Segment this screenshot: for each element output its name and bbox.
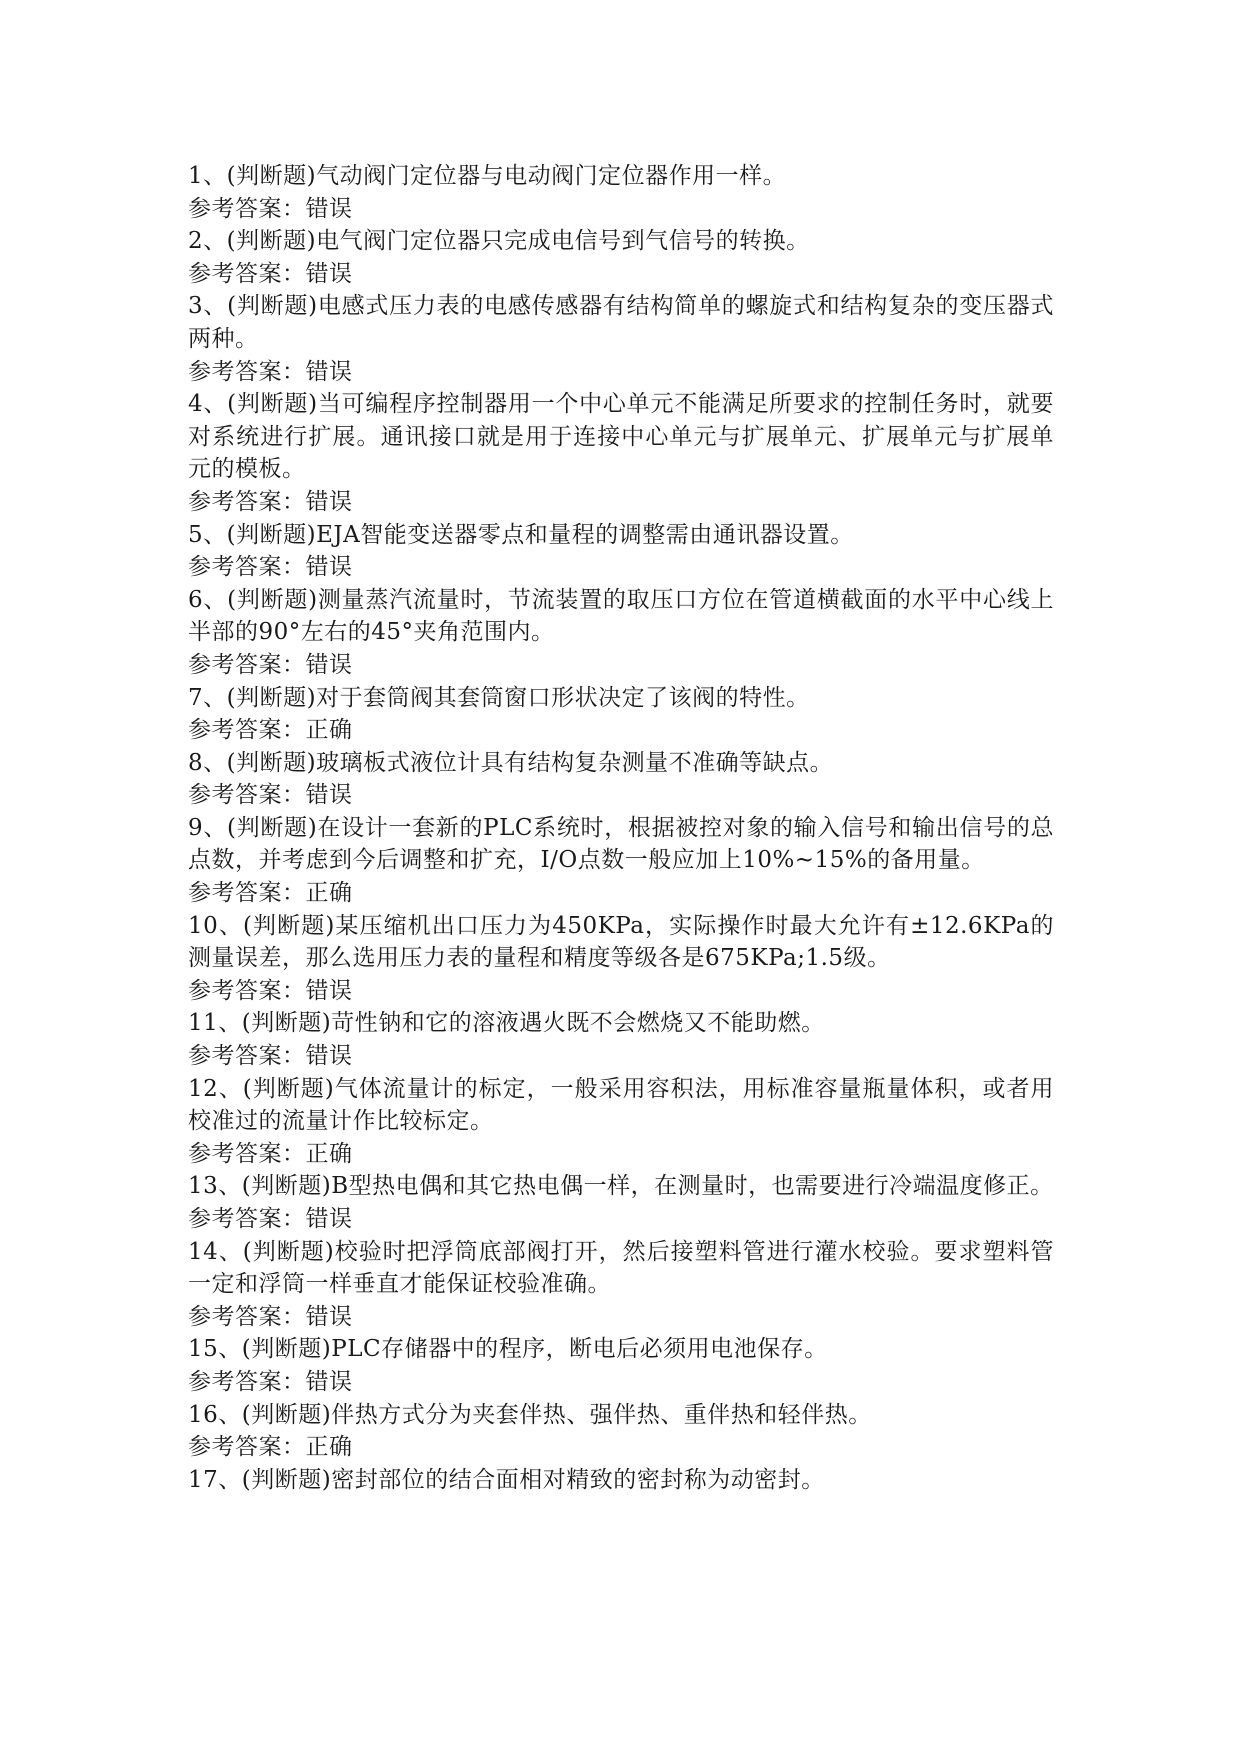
question-item bbox=[188, 388, 1054, 518]
question-text: 2、(判断题)电气阀门定位器只完成电信号到气信号的转换。 bbox=[188, 228, 810, 255]
answer-line: 参考答案：错误 bbox=[188, 977, 353, 1004]
answer-line: 参考答案：正确 bbox=[188, 880, 353, 907]
answer-line: 参考答案：错误 bbox=[188, 1368, 353, 1395]
question-item bbox=[188, 1236, 1054, 1334]
question-text: 5、(判断题)EJA智能变送器零点和量程的调整需由通讯器设置。 bbox=[188, 521, 854, 548]
answer-value: 错误 bbox=[305, 260, 353, 287]
question-item bbox=[188, 910, 1054, 1008]
answer-line: 参考答案：错误 bbox=[188, 651, 353, 678]
answer-value: 正确 bbox=[305, 1140, 353, 1167]
question-item bbox=[188, 1464, 1054, 1497]
answer-line: 参考答案：错误 bbox=[188, 782, 353, 809]
question-text: 13、(判断题)B型热电偶和其它热电偶一样，在测量时，也需要进行冷端温度修正。 bbox=[188, 1173, 1054, 1200]
answer-line: 参考答案：错误 bbox=[188, 488, 353, 515]
answer-value: 正确 bbox=[305, 880, 353, 907]
document-page bbox=[188, 160, 1054, 1496]
answer-line: 参考答案：错误 bbox=[188, 195, 353, 222]
answer-value: 错误 bbox=[305, 195, 353, 222]
answer-value: 错误 bbox=[305, 651, 353, 678]
question-text: 12、(判断题)气体流量计的标定，一般采用容积法，用标准容量瓶量体积，或者用校准过的流量计作比较标定。 bbox=[188, 1075, 1055, 1135]
question-text: 3、(判断题)电感式压力表的电感传感器有结构简单的螺旋式和结构复杂的变压器式两种。 bbox=[188, 293, 1055, 352]
question-item bbox=[188, 160, 1054, 225]
question-text: 6、(判断题)测量蒸汽流量时，节流装置的取压口方位在管道横截面的水平中心线上半部的90°左右的45°夹角范围内。 bbox=[188, 586, 1055, 646]
question-text: 17、(判断题)密封部位的结合面相对精致的密封称为动密封。 bbox=[188, 1466, 825, 1493]
answer-line: 参考答案：正确 bbox=[188, 1434, 353, 1461]
answer-value: 正确 bbox=[305, 717, 353, 744]
answer-line: 参考答案：错误 bbox=[188, 358, 353, 385]
answer-line: 参考答案：错误 bbox=[188, 1206, 353, 1232]
answer-value: 错误 bbox=[305, 488, 353, 515]
question-text: 1、(判断题)气动阀门定位器与电动阀门定位器作用一样。 bbox=[188, 163, 787, 189]
question-item bbox=[188, 1399, 1054, 1464]
question-item bbox=[188, 747, 1054, 812]
answer-line: 参考答案：错误 bbox=[188, 1043, 353, 1070]
question-text: 15、(判断题)PLC存储器中的程序，断电后必须用电池保存。 bbox=[188, 1336, 828, 1363]
answer-line: 参考答案：错误 bbox=[188, 260, 353, 287]
question-item bbox=[188, 1333, 1054, 1398]
question-text: 11、(判断题)苛性钠和它的溶液遇火既不会燃烧又不能助燃。 bbox=[188, 1010, 825, 1037]
question-text: 4、(判断题)当可编程序控制器用一个中心单元不能满足所要求的控制任务时，就要对系统进行扩展。通讯接口就是用于连接中心单元与扩展单元、扩展单元与扩展单元的模板。 bbox=[188, 391, 1055, 483]
answer-line: 参考答案：错误 bbox=[188, 1303, 353, 1330]
question-text: 7、(判断题)对于套筒阀其套筒窗口形状决定了该阀的特性。 bbox=[188, 684, 810, 711]
question-text: 14、(判断题)校验时把浮筒底部阀打开，然后接塑料管进行灌水校验。要求塑料管一定和浮筒一样垂直才能保证校验准确。 bbox=[188, 1238, 1055, 1298]
question-item bbox=[188, 584, 1054, 682]
question-text: 9、(判断题)在设计一套新的PLC系统时，根据被控对象的输入信号和输出信号的总点数，并考虑到今后调整和扩充，I/O点数一般应加上10%~15%的备用量。 bbox=[188, 814, 1055, 874]
answer-line: 参考答案：正确 bbox=[188, 717, 353, 744]
answer-line: 参考答案：正确 bbox=[188, 1140, 353, 1167]
question-item bbox=[188, 225, 1054, 290]
question-text: 10、(判断题)某压缩机出口压力为450KPa，实际操作时最大允许有±12.6KPa的测量误差，那么选用压力表的量程和精度等级各是675KPa;1.5级。 bbox=[188, 912, 1054, 972]
answer-value: 错误 bbox=[305, 358, 353, 385]
question-item bbox=[188, 812, 1054, 910]
answer-value: 错误 bbox=[305, 554, 353, 581]
answer-value: 错误 bbox=[305, 1043, 353, 1070]
question-item bbox=[188, 1007, 1054, 1072]
answer-value: 错误 bbox=[305, 1303, 353, 1330]
question-item bbox=[188, 682, 1054, 747]
question-item bbox=[188, 519, 1054, 584]
answer-value: 错误 bbox=[305, 977, 353, 1004]
question-item bbox=[188, 1073, 1054, 1171]
question-text: 8、(判断题)玻璃板式液位计具有结构复杂测量不准确等缺点。 bbox=[188, 749, 834, 776]
question-item bbox=[188, 1170, 1054, 1235]
answer-line: 参考答案：错误 bbox=[188, 554, 353, 581]
answer-value: 错误 bbox=[305, 1206, 353, 1232]
answer-value: 错误 bbox=[305, 1368, 353, 1395]
question-text: 16、(判断题)伴热方式分为夹套伴热、强伴热、重伴热和轻伴热。 bbox=[188, 1401, 872, 1428]
answer-value: 正确 bbox=[305, 1434, 353, 1461]
question-item bbox=[188, 290, 1054, 388]
answer-value: 错误 bbox=[305, 782, 353, 809]
